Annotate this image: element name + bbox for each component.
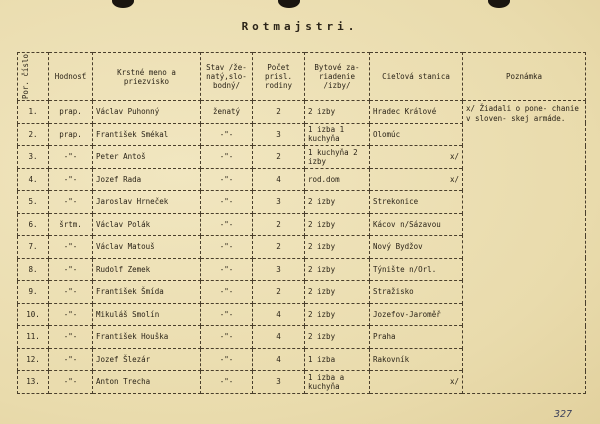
- row-number: 9.: [18, 281, 49, 304]
- row-station: Kácov n/Sázavou: [370, 213, 463, 236]
- row-flat: 2 izby: [305, 281, 370, 304]
- header-stav: Stav /že- natý,slo- bodný/: [201, 53, 253, 101]
- row-status: -"-: [201, 191, 253, 214]
- row-name: Anton Trecha: [93, 371, 201, 394]
- row-number: 3.: [18, 146, 49, 169]
- row-rank: -"-: [49, 146, 93, 169]
- row-status: -"-: [201, 258, 253, 281]
- row-status: -"-: [201, 146, 253, 169]
- row-name: Václav Matouš: [93, 236, 201, 259]
- row-rank: prap.: [49, 123, 93, 146]
- row-flat: 2 izby: [305, 326, 370, 349]
- row-status: -"-: [201, 281, 253, 304]
- row-station: Stražisko: [370, 281, 463, 304]
- row-name: Jozef Rada: [93, 168, 201, 191]
- row-number: 1.: [18, 101, 49, 124]
- row-number: 7.: [18, 236, 49, 259]
- row-family: 4: [253, 326, 305, 349]
- row-status: -"-: [201, 303, 253, 326]
- row-family: 2: [253, 213, 305, 236]
- row-flat: 2 izby: [305, 303, 370, 326]
- page-number: 327: [553, 409, 572, 420]
- punch-hole: [112, 0, 134, 8]
- row-station: Týnište n/Orl.: [370, 258, 463, 281]
- row-rank: -"-: [49, 191, 93, 214]
- personnel-table: [17, 52, 586, 394]
- row-family: 3: [253, 123, 305, 146]
- row-flat: 1 izba: [305, 348, 370, 371]
- row-flat: 1 izba 1 kuchyňa: [305, 123, 370, 146]
- row-name: Peter Antoš: [93, 146, 201, 169]
- row-status: -"-: [201, 168, 253, 191]
- row-name: Rudolf Zemek: [93, 258, 201, 281]
- row-flat: 2 izby: [305, 258, 370, 281]
- header-byt: Bytové za- riadenie /izby/: [305, 53, 370, 101]
- row-name: František Houška: [93, 326, 201, 349]
- row-family: 2: [253, 236, 305, 259]
- row-station: x/: [370, 168, 463, 191]
- row-rank: -"-: [49, 258, 93, 281]
- row-rank: -"-: [49, 348, 93, 371]
- row-number: 2.: [18, 123, 49, 146]
- row-name: Mikuláš Smolín: [93, 303, 201, 326]
- row-flat: 1 izba a kuchyňa: [305, 371, 370, 394]
- row-rank: šrtm.: [49, 213, 93, 236]
- row-family: 2: [253, 281, 305, 304]
- row-name: Václav Polák: [93, 213, 201, 236]
- row-station: Praha: [370, 326, 463, 349]
- row-family: 4: [253, 303, 305, 326]
- row-status: -"-: [201, 236, 253, 259]
- row-number: 12.: [18, 348, 49, 371]
- document-title: Rotmajstri.: [241, 20, 359, 33]
- punch-hole: [278, 0, 300, 8]
- row-number: 4.: [18, 168, 49, 191]
- header-stanica: Cieľová stanica: [370, 53, 463, 101]
- row-flat: rod.dom: [305, 168, 370, 191]
- row-status: -"-: [201, 371, 253, 394]
- row-number: 13.: [18, 371, 49, 394]
- row-number: 11.: [18, 326, 49, 349]
- row-rank: -"-: [49, 371, 93, 394]
- row-rank: -"-: [49, 303, 93, 326]
- row-station: Rakovník: [370, 348, 463, 371]
- row-rank: -"-: [49, 168, 93, 191]
- row-status: -"-: [201, 123, 253, 146]
- row-rank: prap.: [49, 101, 93, 124]
- header-poznamka: Poznámka: [463, 53, 586, 101]
- row-family: 3: [253, 258, 305, 281]
- row-note: x/ Žiadali o pone- chanie v sloven- skej armáde.: [463, 101, 586, 394]
- row-flat: 2 izby: [305, 236, 370, 259]
- header-row: [18, 53, 586, 101]
- row-flat: 2 izby: [305, 101, 370, 124]
- row-flat: 1 kuchyňa 2 izby: [305, 146, 370, 169]
- row-station: x/: [370, 146, 463, 169]
- row-name: Jozef Šlezár: [93, 348, 201, 371]
- row-family: 4: [253, 168, 305, 191]
- row-number: 5.: [18, 191, 49, 214]
- row-name: František Smékal: [93, 123, 201, 146]
- row-family: 2: [253, 101, 305, 124]
- row-name: Václav Puhonný: [93, 101, 201, 124]
- row-station: Jozefov-Jaroměř: [370, 303, 463, 326]
- row-station: Strekonice: [370, 191, 463, 214]
- row-station: Nový Bydžov: [370, 236, 463, 259]
- row-number: 8.: [18, 258, 49, 281]
- row-number: 10.: [18, 303, 49, 326]
- table-row: [18, 101, 586, 124]
- row-status: -"-: [201, 213, 253, 236]
- row-rank: -"-: [49, 236, 93, 259]
- row-name: Jaroslav Hrneček: [93, 191, 201, 214]
- row-status: ženatý: [201, 101, 253, 124]
- row-name: František Šmída: [93, 281, 201, 304]
- row-number: 6.: [18, 213, 49, 236]
- row-family: 4: [253, 348, 305, 371]
- row-family: 2: [253, 146, 305, 169]
- row-status: -"-: [201, 348, 253, 371]
- header-hodnost: Hodnosť: [49, 53, 93, 101]
- header-meno: Krstné meno a priezvisko: [93, 53, 201, 101]
- row-rank: -"-: [49, 281, 93, 304]
- row-family: 3: [253, 371, 305, 394]
- row-family: 3: [253, 191, 305, 214]
- row-flat: 2 izby: [305, 213, 370, 236]
- row-station: Hradec Králové: [370, 101, 463, 124]
- header-pocet: Počet prisl. rodiny: [253, 53, 305, 101]
- row-station: Olomúc: [370, 123, 463, 146]
- row-flat: 2 izby: [305, 191, 370, 214]
- row-station: x/: [370, 371, 463, 394]
- punch-hole: [488, 0, 510, 8]
- row-status: -"-: [201, 326, 253, 349]
- row-rank: -"-: [49, 326, 93, 349]
- header-por-cislo: Por. číslo: [18, 53, 49, 101]
